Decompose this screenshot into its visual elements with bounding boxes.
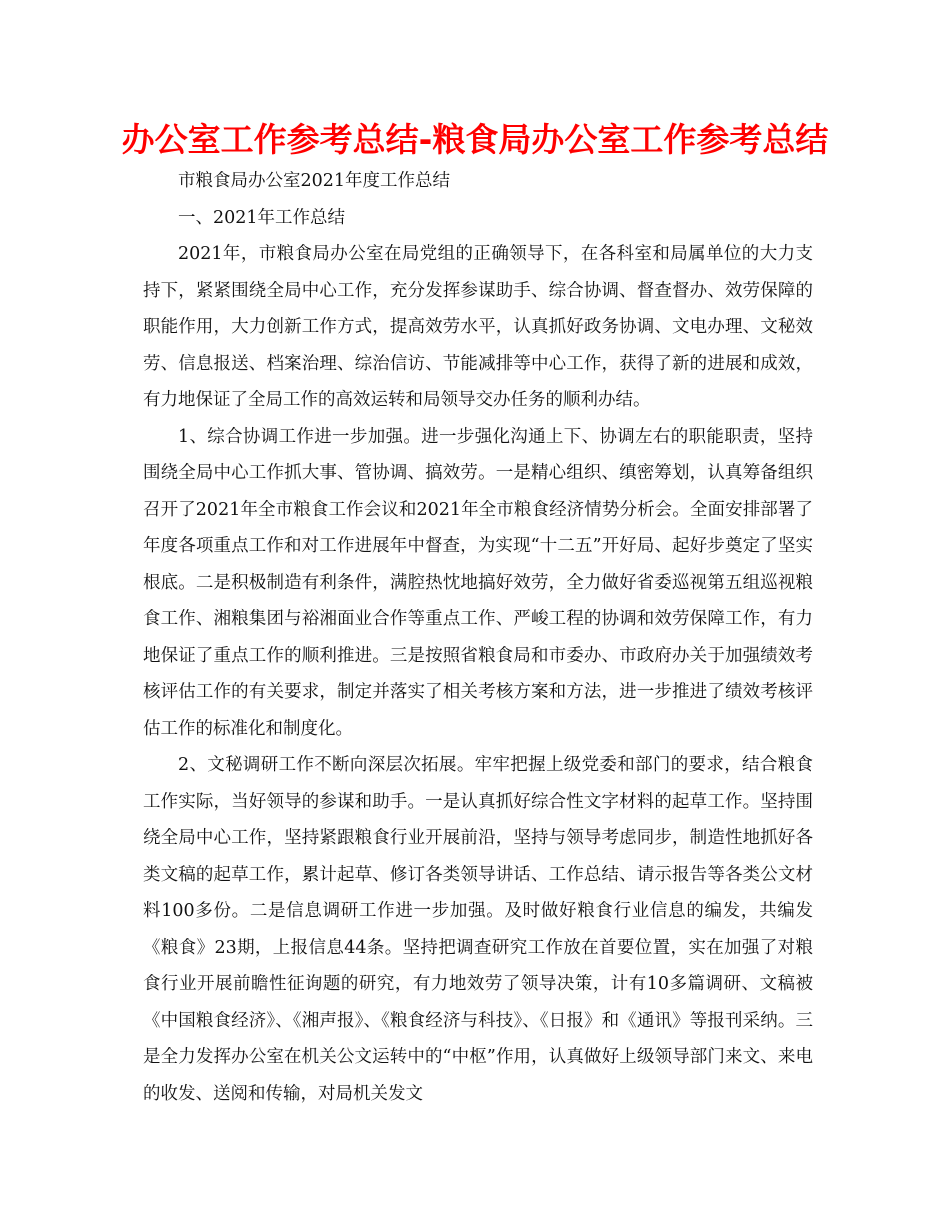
paragraph-secretarial: 2、文秘调研工作不断向深层次拓展。牢牢把握上级党委和部门的要求，结合粮食工作实际，当好领导的参谋和助手。一是认真抓好综合性文字材料的起草工作。坚持围绕全局中心工作，坚持紧跟粮食行业开展前沿，坚持与领导考虑同步，制造性地抓好各类文稿的起草工作，累计起草、修订各类领导讲话、工作总结、请示报告等各类公文材料100多份。二是信息调研工作进一步加强。及时做好粮食行业信息的编发，共编发《粮食》23期，上报信息44条。坚持把调查研究工作放在首要位置，实在加强了对粮食行业开展前瞻性征询题的研究，有力地效劳了领导决策，计有10多篇调研、文稿被《中国粮食经济》、《湘声报》、《粮食经济与科技》、《日报》和《通讯》等报刊采纳。三是全力发挥办公室在机关公文运转中的“中枢”作用，认真做好上级领导部门来文、来电的收发、送阅和传输，对局机关发文 [143, 755, 813, 1104]
document-title: 办公室工作参考总结-粮食局办公室工作参考总结 [121, 120, 829, 159]
document-body [143, 163, 813, 1112]
paragraph-heading-office: 市粮食局办公室2021年度工作总结 [178, 171, 451, 191]
paragraph-coordination: 1、综合协调工作进一步加强。进一步强化沟通上下、协调左右的职能职责，坚持围绕全局中心工作抓大事、管协调、搞效劳。一是精心组织、缜密筹划，认真筹备组织召开了2021年全市粮食工作会议和2021年全市粮食经济情势分析会。全面安排部署了年度各项重点工作和对工作进展年中督查，为实现“十二五”开好局、起好步奠定了坚实根底。二是积极制造有利条件，满腔热忱地搞好效劳，全力做好省委巡视第五组巡视粮食工作、湘粮集团与裕湘面业合作等重点工作、严峻工程的协调和效劳保障工作，有力地保证了重点工作的顺利推进。三是按照省粮食局和市委办、市政府办关于加强绩效考核评估工作的有关要求，制定并落实了相关考核方案和方法，进一步推进了绩效考核评估工作的标准化和制度化。 [143, 426, 813, 739]
paragraph-intro: 2021年，市粮食局办公室在局党组的正确领导下，在各科室和局属单位的大力支持下，紧紧围绕全局中心工作，充分发挥参谋助手、综合协调、督查督办、效劳保障的职能作用，大力创新工作方式，提高效劳水平，认真抓好政务协调、文电办理、文秘效劳、信息报送、档案治理、综治信访、节能减排等中心工作，获得了新的进展和成效，有力地保证了全局工作的高效运转和局领导交办任务的顺利办结。 [143, 244, 813, 410]
paragraph-section-heading: 一、2021年工作总结 [178, 207, 346, 228]
